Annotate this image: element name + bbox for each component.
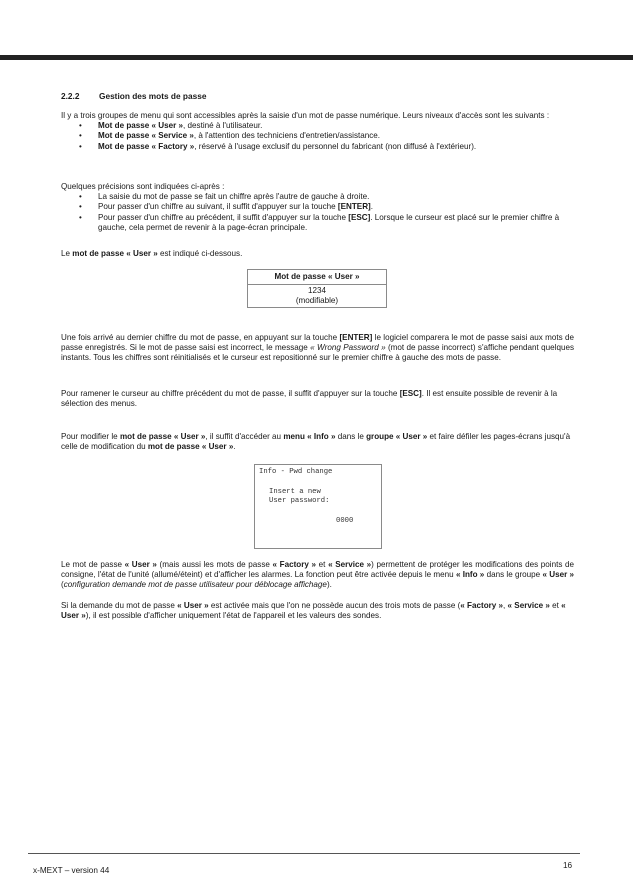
lcd-password-value: 0000 xyxy=(336,517,354,525)
list-item: • Pour passer d'un chiffre au précédent, il suffit d'appuyer sur la touche [ESC]. Lorsque le curseur est placé sur le premier chiffre à gauche, cela permet de revenir à la page-écran principale. xyxy=(61,213,574,233)
table-header: Mot de passe « User » xyxy=(248,270,387,285)
user-password-table xyxy=(247,269,387,308)
table-cell xyxy=(248,285,387,308)
modify-paragraph: Pour modifier le mot de passe « User », il suffit d'accéder au menu « Info » dans le groupe « User » et faire défiler les pages-écrans jusqu'à celle de modification du mot de passe « User ». xyxy=(61,432,571,452)
list-item: • Mot de passe « User », destiné à l'utilisateur. xyxy=(61,121,574,131)
lcd-line-1: Insert a new xyxy=(269,488,321,496)
password-note: (modifiable) xyxy=(295,296,339,305)
protect-paragraph: Le mot de passe « User » (mais aussi les mots de passe « Factory » et « Service ») permettent de protéger les modifications des points de consigne, l'état de l'unité (allumé/éteint) et d'afficher les alarmes. La fonction peut être activée depuis le menu « Info » dans le groupe « User » (configuration demande mot de passe utilisateur pour déblocage affichage). xyxy=(61,560,574,590)
no-password-paragraph: Si la demande du mot de passe « User » est activée mais que l'on ne possède aucun des trois mots de passe (« Factory », « Service » et « User »), il est possible d'afficher uniquement l'état de l'appareil et les valeurs des sondes. xyxy=(61,601,566,621)
list-item: • Mot de passe « Service », à l'attention des techniciens d'entretien/assistance. xyxy=(61,131,574,141)
list-item: • Pour passer d'un chiffre au suivant, il suffit d'appuyer sur la touche [ENTER]. xyxy=(61,202,574,212)
list-item: • La saisie du mot de passe se fait un chiffre après l'autre de gauche à droite. xyxy=(61,192,574,202)
section-number: 2.2.2 xyxy=(61,91,80,101)
user-password-intro: Le mot de passe « User » est indiqué ci-dessous. xyxy=(61,249,243,258)
list-item: • Mot de passe « Factory », réservé à l'usage exclusif du personnel du fabricant (non diffusé à l'extérieur). xyxy=(61,142,574,152)
page-number: 16 xyxy=(563,861,573,870)
intro-text: Il y a trois groupes de menu qui sont accessibles après la saisie d'un mot de passe numérique. Leurs niveaux d'accès sont les suivants : xyxy=(61,111,550,120)
lcd-line-2: User password: xyxy=(269,497,330,505)
esc-paragraph: Pour ramener le curseur au chiffre précédent du mot de passe, il suffit d'appuyer sur la touche [ESC]. Il est ensuite possible de revenir à la sélection des menus. xyxy=(61,389,558,409)
details-list xyxy=(61,192,574,233)
section-title: Gestion des mots de passe xyxy=(99,91,207,101)
details-block xyxy=(61,182,574,233)
footer-rule xyxy=(28,853,580,854)
section-heading xyxy=(61,91,206,101)
password-value: 1234 xyxy=(307,286,326,295)
footer-document-version: x-MEXT – version 44 xyxy=(33,866,110,875)
access-levels-list xyxy=(61,121,574,152)
details-text: Quelques précisions sont indiquées ci-après : xyxy=(61,182,225,191)
enter-paragraph: Une fois arrivé au dernier chiffre du mot de passe, en appuyant sur la touche [ENTER] le logiciel comparera le mot de passe saisi aux mots de passe enregistrés. Si le mot de passe saisi est incorrect, le message « Wrong Password » (mot de passe incorrect) s'affiche pendant quelques instants. Tous les chiffres sont réinitialisés et le curseur est repositionné sur le premier chiffre à gauche des mots de passe. xyxy=(61,333,575,363)
lcd-screen-mockup xyxy=(254,464,382,549)
header-rule xyxy=(0,55,633,60)
lcd-title: Info - Pwd change xyxy=(259,468,333,476)
intro-block xyxy=(61,111,574,152)
